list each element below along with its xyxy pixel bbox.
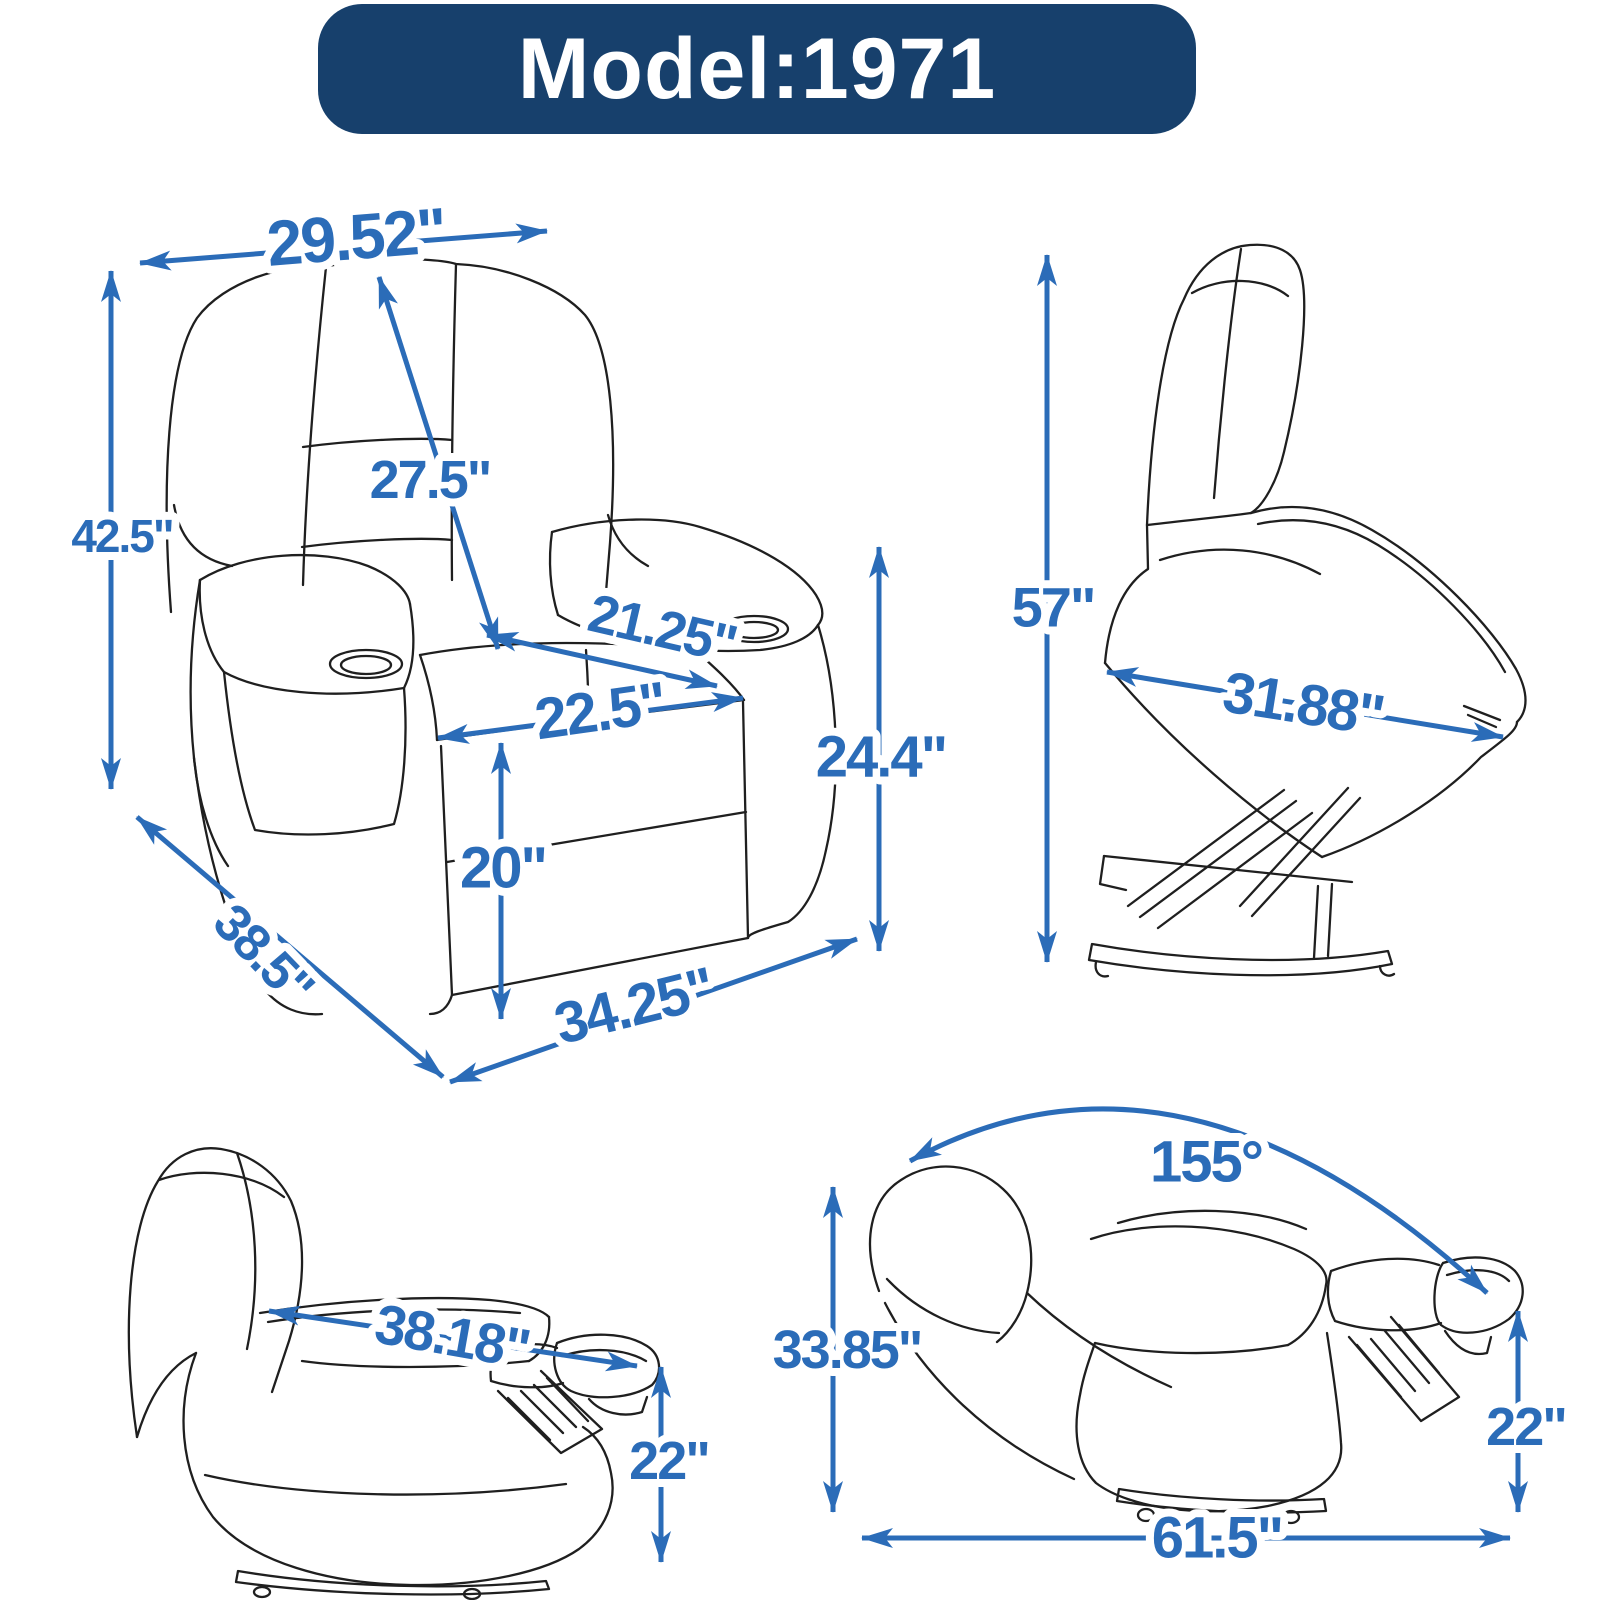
dim-seat-width-label: 22.5" bbox=[530, 669, 670, 753]
near-armrest-top-edge bbox=[1091, 1226, 1327, 1285]
dim-floor-to-arm-label: 24.4" bbox=[815, 724, 947, 790]
backrest-left-seam bbox=[303, 267, 326, 585]
back-body-join bbox=[137, 1353, 196, 1437]
footrest-bracket bbox=[1445, 1331, 1491, 1354]
dim-back-height-label: 33.85" bbox=[772, 1320, 922, 1380]
near-armrest-bottom-edge bbox=[1095, 1343, 1288, 1353]
right-armrest-inner-edge bbox=[550, 532, 558, 615]
backrest-left-wing bbox=[174, 505, 232, 566]
left-armrest-front-edge bbox=[404, 604, 413, 688]
footrest-pad bbox=[554, 1335, 659, 1398]
left-armrest-top-edge bbox=[200, 555, 410, 604]
dimension-labels bbox=[71, 194, 1566, 1570]
backrest-seam bbox=[1214, 249, 1241, 498]
side-lifted-chair-drawing bbox=[1089, 245, 1526, 977]
left-side-outline bbox=[191, 580, 228, 866]
footrest-mid-cushion bbox=[1328, 1259, 1441, 1331]
back-seat-join bbox=[1147, 513, 1251, 525]
left-cupholder-inner bbox=[341, 656, 391, 674]
front-left-foot bbox=[430, 995, 452, 1014]
dim-depth-label: 38.5" bbox=[201, 893, 325, 1017]
side-reclined-chair-drawing bbox=[129, 1148, 659, 1599]
lift-bracket bbox=[1100, 856, 1126, 890]
near-armrest-front-face bbox=[1288, 1285, 1326, 1345]
armrest-inner-line bbox=[1258, 520, 1505, 672]
backrest-seam bbox=[237, 1153, 255, 1349]
dim-base-width-label: 34.25" bbox=[548, 955, 720, 1057]
dim-top-width-label: 29.52" bbox=[264, 194, 448, 280]
lift-post bbox=[1314, 884, 1332, 958]
backrest-right-seam bbox=[452, 264, 456, 580]
headrest-seam bbox=[1192, 281, 1288, 296]
footrest-end-pad bbox=[1434, 1257, 1522, 1332]
left-armrest-face bbox=[224, 672, 406, 835]
dim-seat-back-width-label: 21.25" bbox=[582, 583, 742, 675]
lift-horizontal-bar bbox=[1104, 856, 1352, 882]
lift-cross-strut bbox=[1252, 798, 1360, 916]
footrest-strut-hatch bbox=[1357, 1325, 1439, 1397]
dim-overall-length-label: 61.5" bbox=[1151, 1505, 1283, 1571]
lift-scissor-strut bbox=[1140, 801, 1296, 917]
dim-back-to-footrest-label: 38.18" bbox=[370, 1291, 534, 1381]
dim-seat-diagonal-label: 31.88" bbox=[1218, 659, 1388, 749]
full-recline-chair-drawing bbox=[870, 1167, 1523, 1523]
dim-overall-height-label: 42.5" bbox=[71, 510, 173, 562]
seat-cushion-edge bbox=[1160, 550, 1320, 574]
backrest-outline bbox=[1147, 245, 1304, 525]
front-panel-left-edge bbox=[441, 746, 452, 995]
seat-body-outline bbox=[184, 1353, 613, 1585]
headrest-outline bbox=[870, 1167, 1031, 1342]
far-armrest-edge bbox=[1118, 1211, 1306, 1229]
headrest-seam bbox=[159, 1173, 284, 1197]
lift-scissor-strut bbox=[1128, 790, 1284, 906]
dim-lifted-height-label: 57" bbox=[1011, 575, 1095, 639]
lumbar-band-bottom-seam bbox=[302, 539, 452, 547]
base-foot bbox=[254, 1587, 270, 1597]
model-title: Model:1971 bbox=[517, 20, 997, 117]
dim-backrest-diagonal-label: 27.5" bbox=[369, 450, 491, 510]
backrest-top-edge bbox=[1027, 1293, 1171, 1387]
dim-footrest-height-right-label: 22" bbox=[1486, 1397, 1566, 1457]
dim-recline-angle-label: 155° bbox=[1150, 1129, 1262, 1195]
base-rail bbox=[236, 1571, 549, 1594]
footrest-bracket bbox=[589, 1397, 647, 1414]
lift-base-rail bbox=[1089, 944, 1392, 975]
seat-body-seam bbox=[205, 1475, 566, 1495]
footrest-end-pad-seam bbox=[1447, 1270, 1509, 1281]
dim-footrest-height-left-label: 22" bbox=[629, 1431, 709, 1491]
backrest-right-wing bbox=[608, 515, 648, 566]
seat-left-face bbox=[1105, 525, 1148, 663]
front-panel-right-edge bbox=[743, 702, 748, 938]
armrest-cupholder-edge bbox=[1464, 706, 1500, 727]
seat-left-bolster bbox=[420, 655, 437, 740]
dim-seat-height-label: 20" bbox=[459, 835, 547, 901]
